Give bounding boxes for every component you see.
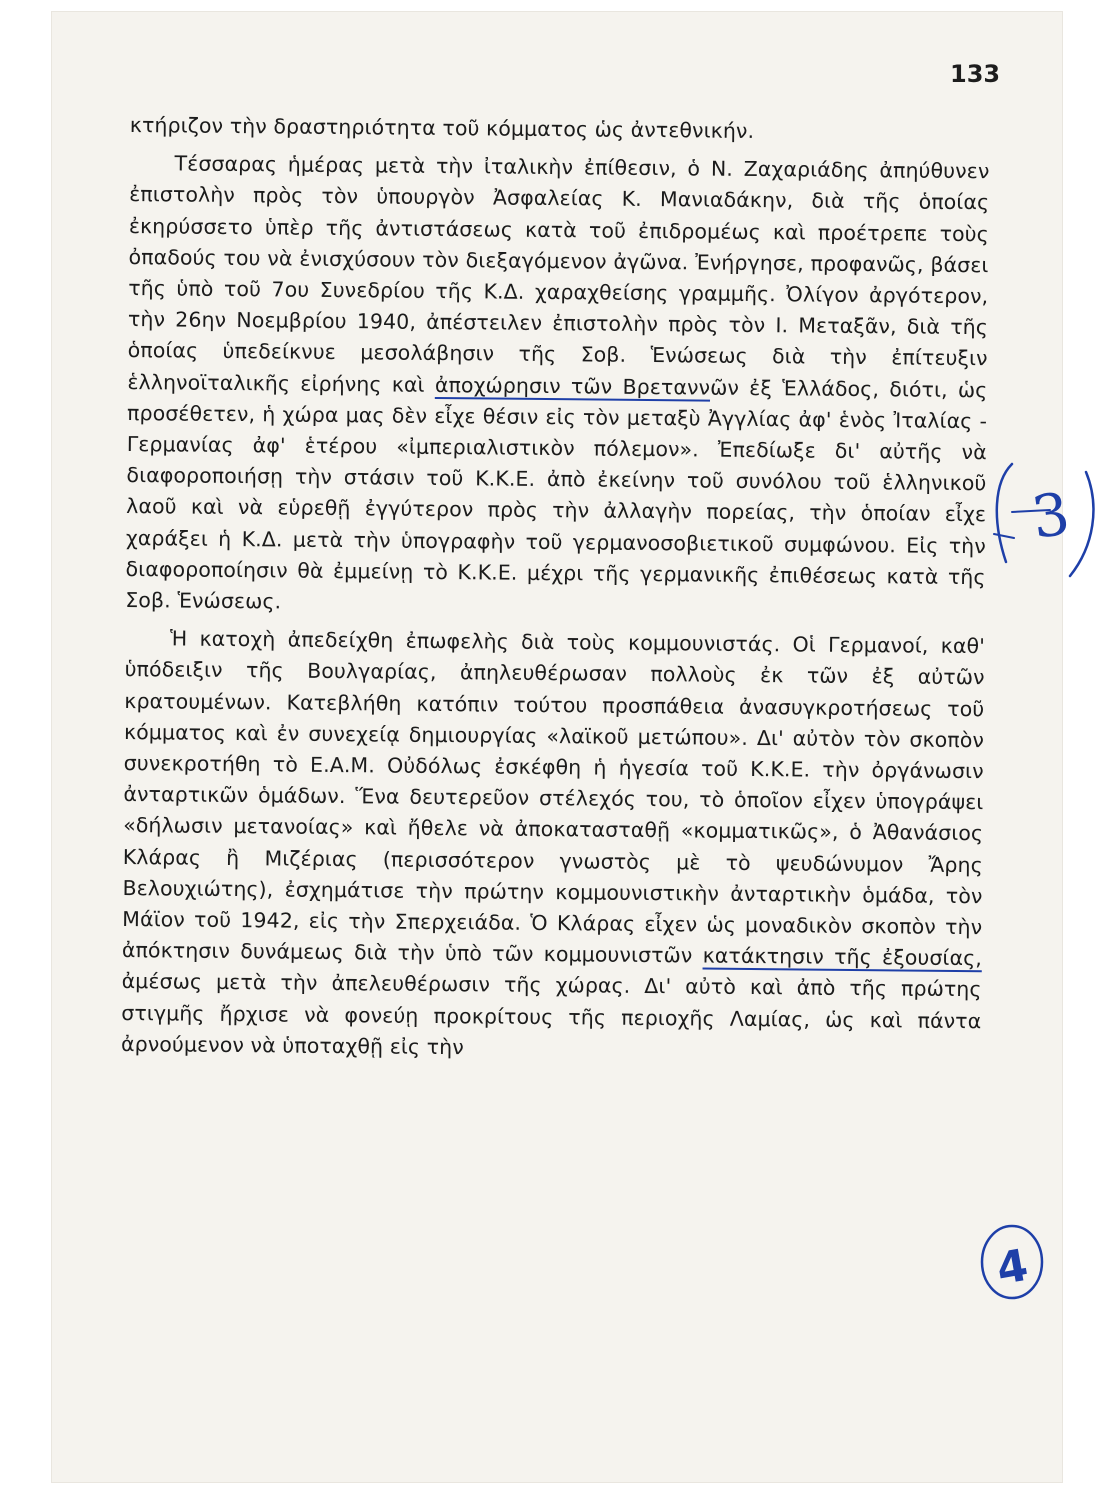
text-run: κτήριζον τὴν δραστηριότητα τοῦ κόμματος ὡς ἀντεθνικήν. (129, 112, 755, 143)
text-run: ῶν ἐξ Ἑλλάδος, διότι, ὡς προσέθετεν, ἡ χώρα μας δὲν εἶχε θέσιν εἰς τὸν μεταξὺ Ἀγγλίας ἀφ' ἑνὸς Ἰταλίας - Γερμανίας ἀφ' ἑτέρου «ἰμπεριαλιστικὸν πόλεμον». Ἐπεδίωξε δι' αὐτῆς νὰ διαφοροποιήσῃ τὴν στάσιν τοῦ Κ.Κ.Ε. ἀπὸ ἐκείνην τοῦ συνόλου τοῦ ἑλληνικοῦ λαοῦ καὶ νὰ εὑρεθῇ ἐγγύτερον πρὸς τὴν ἀλλαγὴν πορείας, τὴν ὁποίαν εἶχε χαράξει ἡ Κ.Δ. μετὰ τὴν ὑπογραφὴν τοῦ γερμανοσοβιετικοῦ συμφώνου. Εἰς τὴν διαφοροποίησιν θὰ ἐμμείνῃ τὸ Κ.Κ.Ε. μέχρι τῆς γερμανικῆς ἐπιθέσεως κατὰ τῆς Σοβ. Ἑνώσεως. (125, 375, 988, 614)
paragraph (121, 623, 985, 1068)
underlined-phrase: ἀποχώρησιν τῶν Βρετανν (434, 372, 711, 400)
page-number: 133 (950, 60, 1001, 88)
margin-note-4-label: 4 (992, 1239, 1032, 1296)
text-run: Ἡ κατοχὴ ἀπεδείχθη ἐπωφελὴς διὰ τοὺς κομμουνιστάς. Οἱ Γερμανοί, καθ' ὑπόδειξιν τῆς Βουλγαρίας, ἀπηλευθέρωσαν πολλοὺς ἐκ τῶν ἐξ αὐτῶν κρατουμένων. Κατεβλήθη κατόπιν τούτου προσπάθεια ἀνασυγκροτήσεως τοῦ κόμματος καὶ ἐν συνεχείᾳ δημιουργίας «λαϊκοῦ μετώπου». Δι' αὐτὸν τὸν σκοπὸν συνεκροτήθη τὸ Ε.Α.Μ. Οὐδόλως ἐσκέφθη ἡ ἡγεσία τοῦ Κ.Κ.Ε. τὴν ὀργάνωσιν ἀνταρτικῶν ὁμάδων. Ἕνα δευτερεῦον στέλεχός του, τὸ ὁποῖον εἶχεν ὑπογράψει «δήλωσιν μετανοίας» καὶ ἤθελε νὰ ἀποκατασταθῇ «κομματικῶς», ὁ Ἀθανάσιος Κλάρας ἢ Μιζέριας (περισσότερον γνωστὸς μὲ τὸ ψευδώνυμον Ἄρης Βελουχιώτης), ἐσχημάτισε τὴν πρώτην κομμουνιστικὴν ἀνταρτικὴν ὁμάδα, τὸν Μάϊον τοῦ 1942, εἰς τὴν Σπερχειάδα. Ὁ Κλάρας εἶχεν ὡς μοναδικὸν σκοπὸν τὴν ἀπόκτησιν δυνάμεως διὰ τὴν ὑπὸ τῶν κομμουνιστῶν (121, 626, 986, 968)
paragraph (125, 148, 989, 624)
text-run: ἀμέσως μετὰ τὴν ἀπελευθέρωσιν τῆς χώρας. Δι' αὐτὸ καὶ ἀπὸ τῆς πρώτης στιγμῆς ἤρχισε νὰ φονεύῃ προκρίτους τῆς περιοχῆς Λαμίας, ὡς καὶ πάντα ἀρνούμενον νὰ ὑποταχθῇ εἰς τὴν (120, 969, 982, 1060)
body-text (121, 110, 990, 1068)
underlined-phrase: κατάκτησιν τῆς ἐξουσίας, (702, 943, 983, 971)
margin-note-3-label: 3 (1027, 479, 1074, 552)
text-run: Τέσσαρας ἡμέρας μετὰ τὴν ἰταλικὴν ἐπίθεσιν, ὁ Ν. Ζαχαριάδης ἀπηύθυνεν ἐπιστολὴν πρὸς τὸν ὑπουργὸν Ἀσφαλείας Κ. Μανιαδάκην, διὰ τῆς ὁποίας ἐκηρύσσετο ὑπὲρ τῆς ἀντιστάσεως κατὰ τοῦ ἐπιδρομέως καὶ προέτρεπε τοὺς ὀπαδούς του νὰ ἐνισχύσουν τὸν διεξαγόμενον ἀγῶνα. Ἐνήργησε, προφανῶς, βάσει τῆς ὑπὸ τοῦ 7ου Συνεδρίου τῆς Κ.Δ. χαραχθείσης γραμμῆς. Ὀλίγον ἀργότερον, τὴν 26ην Νοεμβρίου 1940, ἀπέστειλεν ἐπιστολὴν πρὸς τὸν Ι. Μεταξᾶν, διὰ τῆς ὁποίας ὑπεδείκνυε μεσολάβησιν τῆς Σοβ. Ἑνώσεως διὰ τὴν ἐπίτευξιν ἑλληνοϊταλικῆς εἰρήνης καὶ (127, 151, 990, 397)
